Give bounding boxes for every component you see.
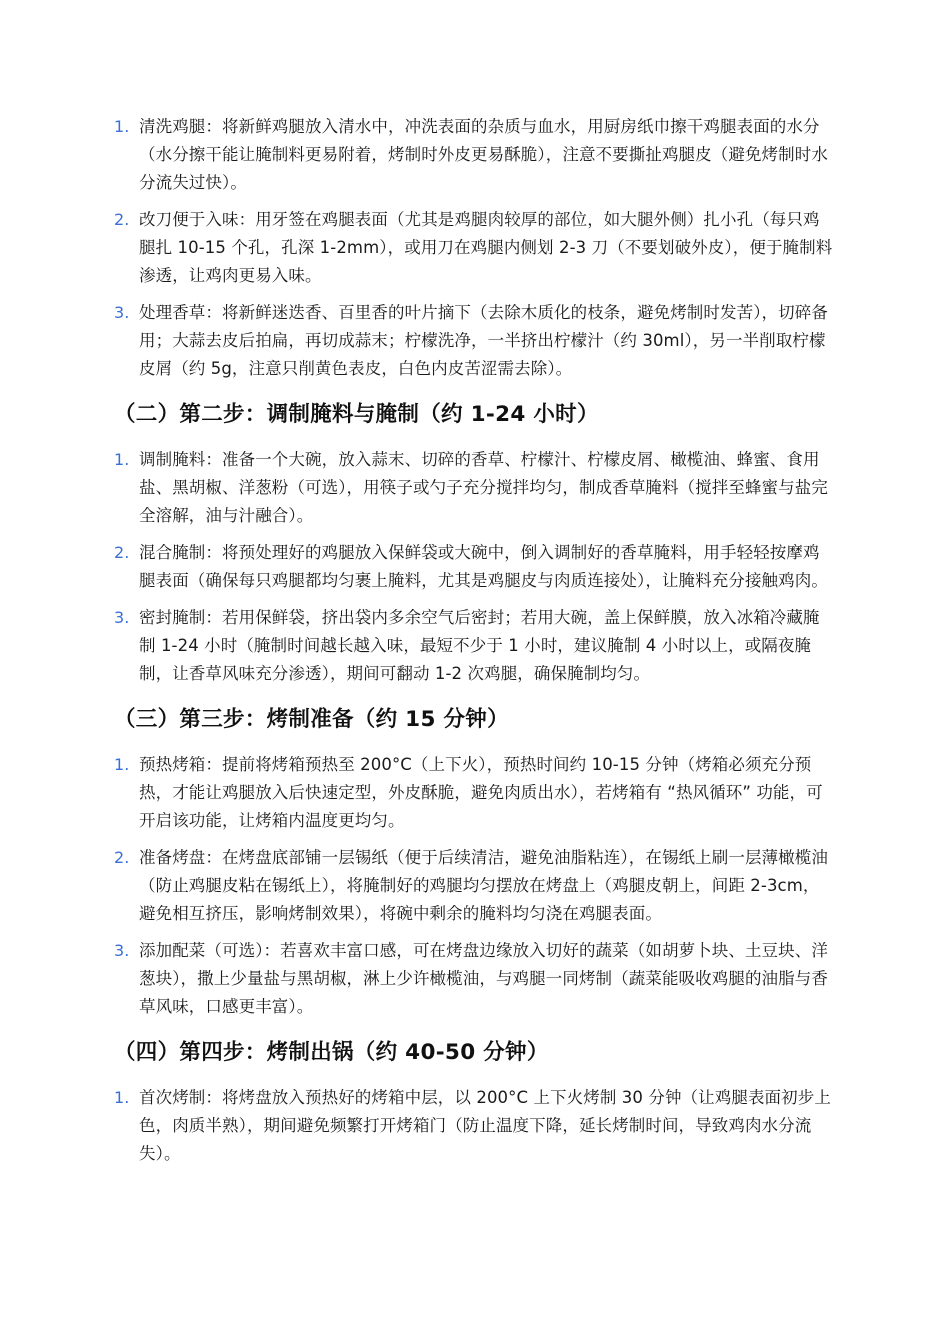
list-item <box>114 844 836 928</box>
list-item <box>114 751 836 835</box>
list-item <box>114 937 836 1021</box>
step-number: 2. <box>114 543 130 562</box>
step-text: 添加配菜（可选）：若喜欢丰富口感，可在烤盘边缘放入切好的蔬菜（如胡萝卜块、土豆块、洋葱块），撒上少量盐与黑胡椒，淋上少许橄榄油，与鸡腿一同烤制（蔬菜能吸收鸡腿的油脂与香草风味，口感更丰富）。 <box>139 941 828 1016</box>
step-text: 准备烤盘：在烤盘底部铺一层锡纸（便于后续清洁，避免油脂粘连），在锡纸上刷一层薄橄榄油（防止鸡腿皮粘在锡纸上），将腌制好的鸡腿均匀摆放在烤盘上（鸡腿皮朝上，间距 2-3cm，避免相互挤压，影响烤制效果），将碗中剩余的腌料均匀浇在鸡腿表面。 <box>139 848 828 923</box>
step-2-list <box>114 446 836 688</box>
step-number: 2. <box>114 210 130 229</box>
step-number: 1. <box>114 450 130 469</box>
list-item <box>114 113 836 197</box>
step-3-list <box>114 751 836 1021</box>
step-number: 2. <box>114 848 130 867</box>
step-text: 首次烤制：将烤盘放入预热好的烤箱中层，以 200°C 上下火烤制 30 分钟（让鸡腿表面初步上色，肉质半熟），期间避免频繁打开烤箱门（防止温度下降，延长烤制时间，导致鸡肉水分流失）。 <box>139 1088 831 1163</box>
step-text: 处理香草：将新鲜迷迭香、百里香的叶片摘下（去除木质化的枝条，避免烤制时发苦），切碎备用；大蒜去皮后拍扁，再切成蒜末；柠檬洗净，一半挤出柠檬汁（约 30ml），另一半削取柠檬皮屑（约 5g，注意只削黄色表皮，白色内皮苦涩需去除）。 <box>139 303 828 378</box>
step-number: 1. <box>114 117 130 136</box>
step-4-list <box>114 1084 836 1168</box>
step-text: 密封腌制：若用保鲜袋，挤出袋内多余空气后密封；若用大碗，盖上保鲜膜，放入冰箱冷藏腌制 1-24 小时（腌制时间越长越入味，最短不少于 1 小时，建议腌制 4 小时以上，或隔夜腌制，让香草风味充分渗透），期间可翻动 1-2 次鸡腿，确保腌制均匀。 <box>139 608 820 683</box>
step-number: 1. <box>114 755 130 774</box>
list-item <box>114 604 836 688</box>
section-heading-step-2: （二）第二步：调制腌料与腌制（约 1-24 小时） <box>114 402 599 427</box>
step-text: 改刀便于入味：用牙签在鸡腿表面（尤其是鸡腿肉较厚的部位，如大腿外侧）扎小孔（每只鸡腿扎 10-15 个孔，孔深 1-2mm），或用刀在鸡腿内侧划 2-3 刀（不要划破外皮），便于腌制料渗透，让鸡肉更易入味。 <box>139 210 833 285</box>
step-text: 混合腌制：将预处理好的鸡腿放入保鲜袋或大碗中，倒入调制好的香草腌料，用手轻轻按摩鸡腿表面（确保每只鸡腿都均匀裹上腌料，尤其是鸡腿皮与肉质连接处），让腌料充分接触鸡肉。 <box>139 543 828 590</box>
list-item <box>114 299 836 383</box>
step-text: 调制腌料：准备一个大碗，放入蒜末、切碎的香草、柠檬汁、柠檬皮屑、橄榄油、蜂蜜、食用盐、黑胡椒、洋葱粉（可选），用筷子或勺子充分搅拌均匀，制成香草腌料（搅拌至蜂蜜与盐完全溶解，油与汁融合）。 <box>139 450 828 525</box>
list-item <box>114 446 836 530</box>
list-item <box>114 539 836 595</box>
step-text: 预热烤箱：提前将烤箱预热至 200°C（上下火），预热时间约 10-15 分钟（烤箱必须充分预热，才能让鸡腿放入后快速定型，外皮酥脆，避免肉质出水），若烤箱有 “热风循环” 功能，可开启该功能，让烤箱内温度更均匀。 <box>139 755 823 830</box>
step-number: 1. <box>114 1088 130 1107</box>
intro-step-list <box>114 113 836 383</box>
step-text: 清洗鸡腿：将新鲜鸡腿放入清水中，冲洗表面的杂质与血水，用厨房纸巾擦干鸡腿表面的水分（水分擦干能让腌制料更易附着，烤制时外皮更易酥脆），注意不要撕扯鸡腿皮（避免烤制时水分流失过快）。 <box>139 117 828 192</box>
list-item <box>114 206 836 290</box>
step-number: 3. <box>114 941 130 960</box>
section-heading-step-4: （四）第四步：烤制出锅（约 40-50 分钟） <box>114 1040 549 1065</box>
section-heading-step-3: （三）第三步：烤制准备（约 15 分钟） <box>114 707 509 732</box>
step-number: 3. <box>114 303 130 322</box>
list-item <box>114 1084 836 1168</box>
document-content <box>114 113 836 1177</box>
step-number: 3. <box>114 608 130 627</box>
